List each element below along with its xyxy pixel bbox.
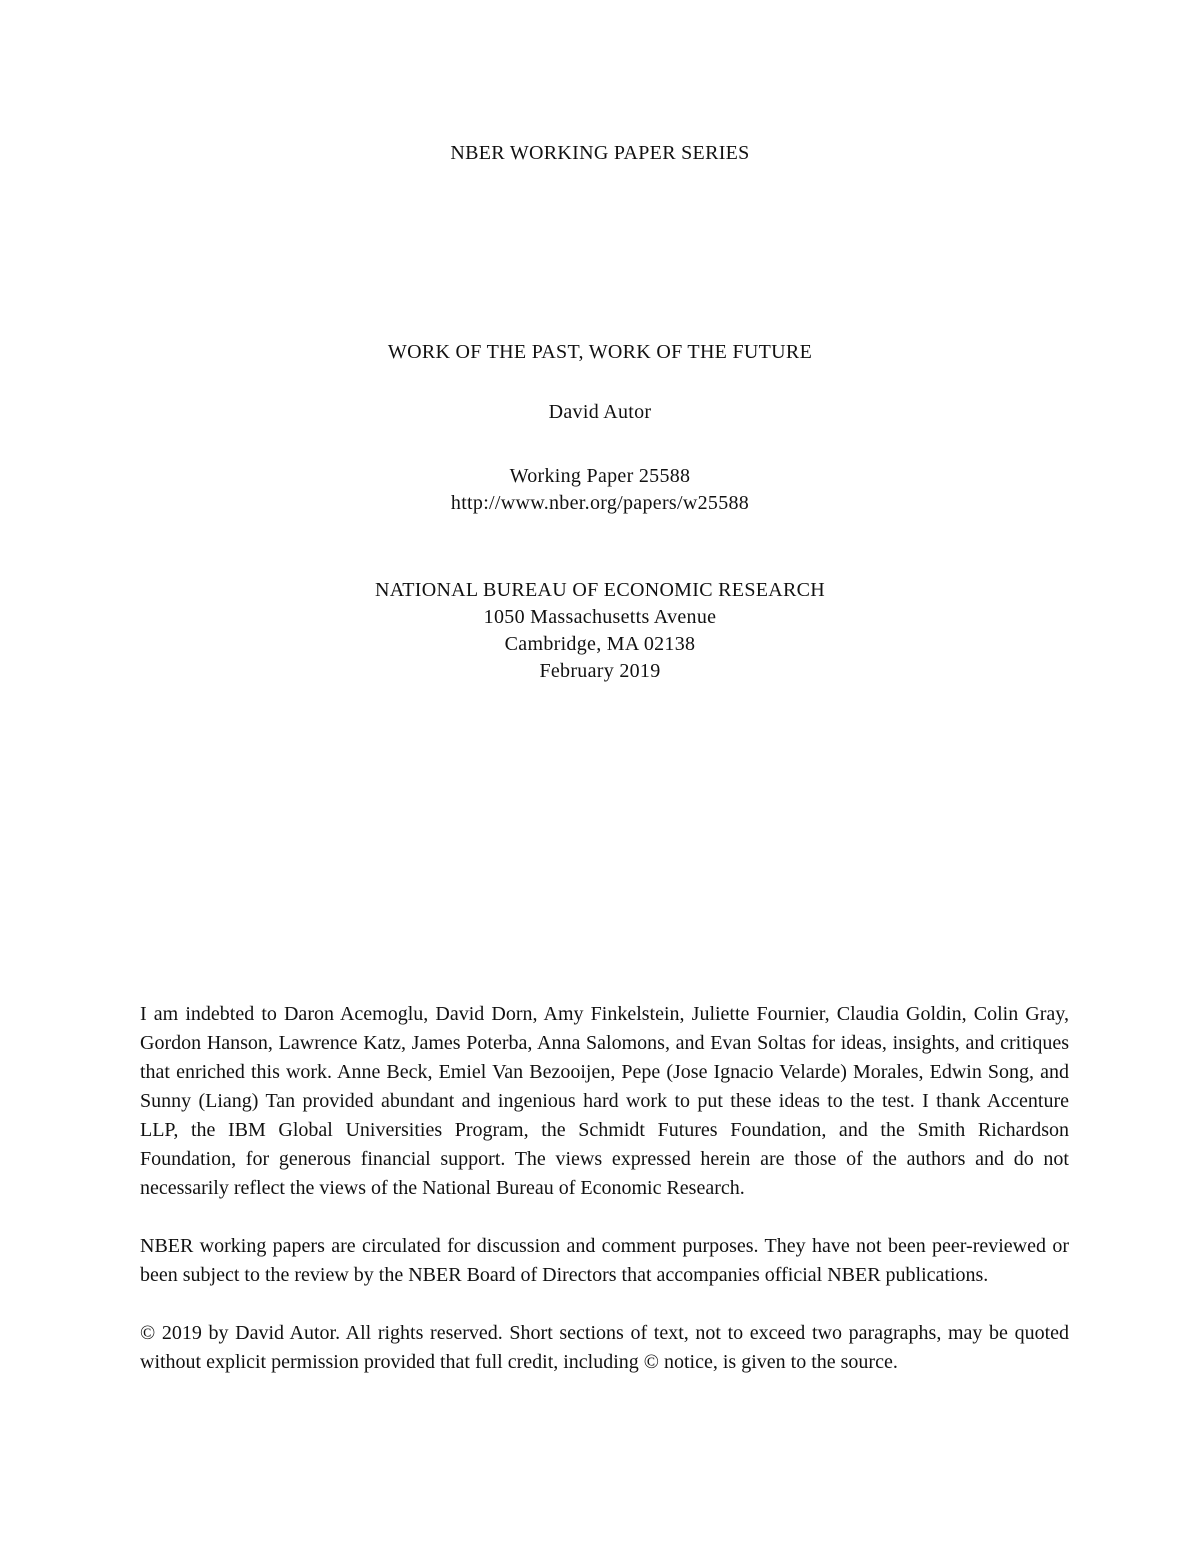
paper-author: David Autor (548, 401, 652, 423)
copyright-paragraph: © 2019 by David Autor. All rights reserved. Short sections of text, not to exceed two paragraphs, may be quoted without explicit permission provided that full credit, including © notice, is given to the source. (140, 1322, 1069, 1373)
institution-address-line1: 1050 Massachusetts Avenue (483, 606, 717, 628)
acknowledgments-paragraph: I am indebted to Daron Acemoglu, David Dorn, Amy Finkelstein, Juliette Fournier, Claudia Goldin, Colin Gray, Gordon Hanson, Lawrence Katz, James Poterba, Anna Salomons, and Evan Soltas for ideas, insights, and critiques that enriched this work. Anne Beck, Emiel Van Bezooijen, Pepe (Jose Ignacio Velarde) Morales, Edwin Song, and Sunny (Liang) Tan provided abundant and ingenious hard work to put these ideas to the test. I thank Accenture LLP, the IBM Global Universities Program, the Schmidt Futures Foundation, and the Smith Richardson Foundation, for generous financial support. The views expressed herein are those of the authors and do not necessarily reflect the views of the National Bureau of Economic Research. (140, 1003, 1069, 1199)
working-paper-url: http://www.nber.org/papers/w25588 (450, 492, 750, 514)
disclaimer-paragraph: NBER working papers are circulated for discussion and comment purposes. They have not been peer-reviewed or been subject to the review by the NBER Board of Directors that accompanies official NBER publications. (140, 1235, 1069, 1286)
paper-title: WORK OF THE PAST, WORK OF THE FUTURE (387, 341, 813, 363)
series-header: NBER WORKING PAPER SERIES (450, 142, 750, 164)
working-paper-number: Working Paper 25588 (509, 465, 691, 487)
footnotes-section (140, 1000, 1069, 1377)
working-paper-block (0, 463, 1200, 517)
institution-block (0, 577, 1200, 685)
publication-date: February 2019 (539, 660, 661, 682)
institution-name: NATIONAL BUREAU OF ECONOMIC RESEARCH (374, 579, 826, 601)
institution-address-line2: Cambridge, MA 02138 (504, 633, 696, 655)
